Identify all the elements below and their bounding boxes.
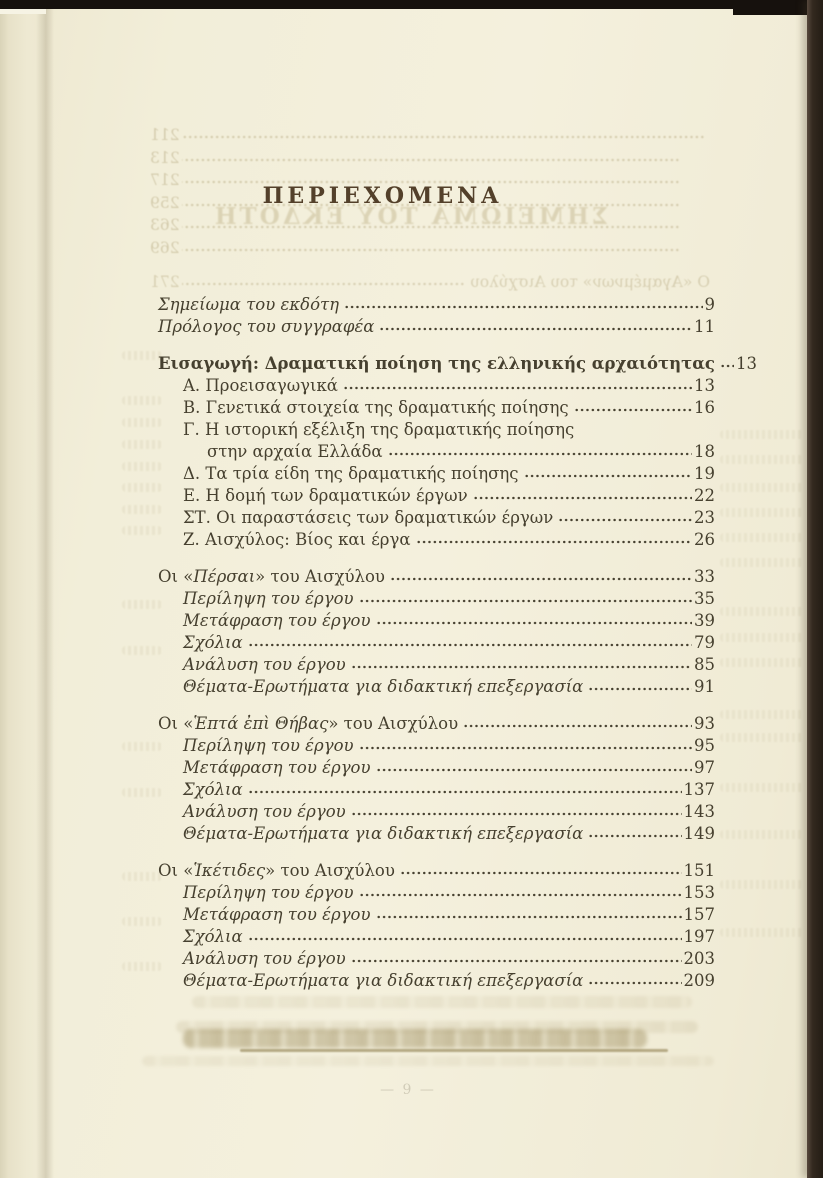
toc-entry-label [158,860,395,882]
toc-entry [158,948,715,970]
toc-page-number: 39 [694,611,715,630]
bleedthrough-number-stub [122,483,162,492]
toc-entry-text: Περίληψη του έργου [183,736,354,755]
toc-entry [158,566,715,588]
toc-entry-label [183,529,411,551]
bleedthrough-number-stub [122,872,162,881]
toc-entry [158,823,715,845]
dot-leader [376,906,682,920]
toc-entry-label [183,779,243,801]
toc-entry-text: Περίληψη του έργου [183,883,354,902]
dot-leader [182,126,705,140]
toc-page-number: 209 [683,971,715,990]
page-edge-highlight [0,9,46,14]
toc-page-number: 93 [694,714,715,733]
toc-page-number: 13 [735,354,757,373]
toc-entry-label [183,823,583,845]
book-cover-right-edge [807,0,823,1178]
dot-leader [359,737,692,751]
toc-entry-label [183,926,243,948]
bleedthrough-number-stub [122,646,162,655]
toc-page-number: 85 [694,655,715,674]
dot-leader [588,825,681,839]
toc-page-number: 153 [683,883,715,902]
bleedthrough-text-stub [720,430,804,439]
toc-entry-text: » του Αισχύλου [328,714,459,733]
toc-entry [158,441,715,463]
dot-leader [343,377,692,391]
toc-entry [158,610,715,632]
toc-entry-text: Ἱκέτιδες [193,861,266,880]
toc-entry [158,632,715,654]
dot-leader [344,296,702,310]
toc-entry-label [183,735,354,757]
bleedthrough-number-stub [122,917,162,926]
bleedthrough-number-stub [122,600,162,609]
toc-entry [158,926,715,948]
dot-leader [248,634,692,648]
toc-page-number: 213 [150,148,180,167]
toc-page-number: 217 [150,171,180,189]
toc-entry-text: Μετάφραση του έργου [183,611,371,630]
toc-entry [158,353,757,375]
bleedthrough-number-stub [122,505,162,514]
toc-page-number: 91 [694,677,715,696]
toc-entry-label [207,441,383,463]
toc-entry-text: Ανάλυση του έργου [183,655,346,674]
toc-page-number: 269 [150,238,180,257]
dot-leader [588,678,692,692]
toc-page-number: 259 [150,193,180,212]
toc-entry [158,676,715,698]
dot-leader [351,803,682,817]
dot-leader [388,443,692,457]
toc-entry [158,860,715,882]
toc-page-number: 23 [694,508,715,527]
bleedthrough-text-stub [720,733,804,742]
bleedthrough-number-stub [122,440,162,449]
bleedthrough-text-stub [720,710,804,719]
toc-entry-text: Ανάλυση του έργου [183,802,346,821]
toc-entry [158,713,715,735]
bleedthrough-number-stub [122,396,162,405]
bleedthrough-text-stub [720,830,804,839]
bleedthrough-text-stub [720,607,804,616]
bleedthrough-text-stub [720,928,804,937]
toc-entry-label [183,485,468,507]
toc-page-number: 11 [694,317,715,336]
bleedthrough-number-stub [122,462,162,471]
toc-entry-label [183,632,243,654]
dot-leader [182,273,466,287]
toc-entry-text: Δ. Τα τρία είδη της δραματικής ποίησης [183,464,519,483]
toc-entry-label [183,463,519,485]
table-of-contents [158,294,757,992]
toc-entry [158,529,715,551]
toc-entry [158,654,715,676]
dot-leader [182,239,680,253]
toc-entry-label [183,757,371,779]
toc-entry-text: Θέματα-Ερωτήματα για διδακτική επεξεργασία [183,971,584,990]
bleedthrough-underline [240,1049,668,1052]
bleedthrough-text-stub [720,508,804,517]
toc-entry-text: στην αρχαία Ελλάδα [207,442,383,461]
toc-page-number: 211 [150,126,180,144]
toc-entry-text: Σημείωμα του εκδότη [158,295,340,314]
toc-page-number: 203 [683,949,715,968]
toc-page-number: 97 [694,758,715,777]
toc-entry-label [183,676,583,698]
bleedthrough-text-stub [720,455,804,464]
bleedthrough-page-number: 271 [150,273,180,291]
toc-page-number: 263 [150,216,180,234]
toc-page-number: 143 [683,802,715,821]
toc-page-number: 33 [694,567,715,586]
toc-entry-label [158,294,339,316]
toc-entry-text: ΣΤ. Οι παραστάσεις των δραματικών έργων [183,508,554,527]
toc-entry-label [183,904,371,926]
toc-entry-text: Μετάφραση του έργου [183,905,371,924]
dot-leader [379,318,692,332]
toc-entry-text: Α. Προεισαγωγικά [183,376,338,395]
bleedthrough-smudge-line [142,1056,714,1066]
toc-entry [150,147,710,170]
bleedthrough-number-stub [122,742,162,751]
toc-entry [158,507,715,529]
toc-entry [158,485,715,507]
toc-entry [158,375,715,397]
dot-leader [351,656,692,670]
toc-entry [158,882,715,904]
dot-leader [390,568,692,582]
bleedthrough-number-stub [122,962,162,971]
toc-page-number: 35 [694,589,715,608]
toc-entry-text: Πέρσαι [193,567,256,586]
toc-entry [158,419,715,441]
bleedthrough-smudge-line [176,1021,698,1033]
toc-entry-text: Οι « [158,567,194,586]
dot-leader [351,950,682,964]
toc-entry-text: Ζ. Αισχύλος: Βίος και έργα [183,530,411,549]
bleedthrough-text-stub [720,633,804,642]
toc-entry-text: Εισαγωγή: Δραματική ποίηση της ελληνικής αρχαιότητας [158,354,715,373]
toc-entry-label [183,801,346,823]
toc-entry [158,463,715,485]
dot-leader [376,759,692,773]
toc-entry [150,237,710,260]
toc-page-number: 197 [683,927,715,946]
toc-entry-label [158,353,715,375]
toc-page-number: 18 [694,442,715,461]
toc-entry-text: Περίληψη του έργου [183,589,354,608]
toc-entry-text: Σχόλια [183,927,243,946]
bleedthrough-smudge-line [192,996,692,1008]
book-cover-top-edge [0,0,823,9]
bleedthrough-number-stub [122,788,162,797]
toc-entry-text: Οι « [158,861,194,880]
toc-entry [158,779,715,801]
toc-entry [158,294,715,316]
toc-entry-label [183,948,346,970]
page-title: ΠΕΡΙΕΧΟΜΕΝΑ [262,183,503,209]
bleedthrough-text-stub [720,658,804,667]
toc-page-number: 149 [683,824,715,843]
dot-leader [463,715,692,729]
bleedthrough-text-stub [720,533,804,542]
dot-leader [400,862,682,876]
dot-leader [248,928,682,942]
bleedthrough-entry [150,271,710,293]
toc-page-number: 13 [694,376,715,395]
toc-entry-text: Σχόλια [183,780,243,799]
dot-leader [558,509,692,523]
toc-entry [158,316,715,338]
bleedthrough-number-stub [122,418,162,427]
toc-entry-label [183,375,338,397]
toc-page-number: 9 [704,295,715,314]
toc-entry [158,904,715,926]
dot-leader [376,612,692,626]
bleedthrough-number-stub [122,526,162,535]
bleedthrough-entry-label [470,271,710,293]
bleedthrough-dark-smudge [183,1029,647,1048]
dot-leader [473,487,692,501]
toc-entry-text: Β. Γενετικά στοιχεία της δραματικής ποίησης [183,398,569,417]
dot-leader [588,972,681,986]
dot-leader [359,590,692,604]
toc-entry-text: Θέματα-Ερωτήματα για διδακτική επεξεργασία [183,824,584,843]
toc-entry [158,801,715,823]
toc-entry-label [183,419,574,441]
toc-entry-text: Ανάλυση του έργου [183,949,346,968]
dot-leader [248,781,682,795]
toc-entry [158,735,715,757]
toc-page-number: 19 [694,464,715,483]
dot-leader [416,531,692,545]
toc-entry [158,970,715,992]
toc-entry-text: Ἑπτά ἐπὶ Θήβας [193,714,329,733]
bleedthrough-text-stub [720,483,804,492]
toc-entry-text: Γ. Η ιστορική εξέλιξη της δραματικής ποίησης [183,420,575,439]
page-left-edge [0,0,60,1178]
toc-entry-text: Οι « [158,714,194,733]
toc-entry-label [183,882,354,904]
dot-leader [574,399,692,413]
toc-entry [158,397,715,419]
toc-entry-text: » του Αισχύλου [265,861,395,880]
page-number: — 9 — [380,1082,436,1098]
toc-entry-text: » του Αισχύλου [255,567,385,586]
bleedthrough-text-stub [720,880,804,889]
dot-leader [182,149,680,163]
toc-page-number: 22 [694,486,715,505]
bleedthrough-number-stub [122,351,162,360]
toc-entry-text: Μετάφραση του έργου [183,758,371,777]
bleedthrough-entry-text: Ο «Αγαμέμνων» του Αισχύλου [470,273,710,291]
toc-entry-label [158,713,458,735]
toc-entry-label [183,507,553,529]
toc-page-number: 26 [694,530,715,549]
toc-entry-label [183,397,569,419]
bleedthrough-heading: ΣΗΜΕΙΩΜΑ ΤΟΥ ΕΚΔΟΤΗ [211,203,609,230]
dot-leader [359,884,682,898]
dot-leader [524,465,692,479]
toc-entry [150,124,710,147]
toc-entry-text: Ε. Η δομή των δραματικών έργων [183,486,468,505]
dot-leader [720,355,734,369]
toc-page-number: 137 [683,780,715,799]
toc-entry-label [183,654,346,676]
toc-page-number: 79 [694,633,715,652]
toc-entry-label [183,610,371,632]
bleedthrough-text-stub [720,783,804,792]
toc-entry-label [158,316,374,338]
toc-entry-text: Σχόλια [183,633,243,652]
toc-entry [158,757,715,779]
toc-entry-label [183,970,583,992]
bleedthrough-mid-block [150,271,710,293]
toc-entry-label [183,588,354,610]
toc-entry [158,588,715,610]
toc-entry-label [158,566,385,588]
toc-entry-text: Θέματα-Ερωτήματα για διδακτική επεξεργασία [183,677,584,696]
toc-entry-text: Πρόλογος του συγγραφέα [158,317,375,336]
toc-page-number: 16 [694,398,715,417]
toc-page-number: 151 [683,861,715,880]
toc-page-number: 95 [694,736,715,755]
toc-page-number: 157 [683,905,715,924]
bleedthrough-text-stub [720,558,804,567]
binding-crease [36,0,54,1178]
